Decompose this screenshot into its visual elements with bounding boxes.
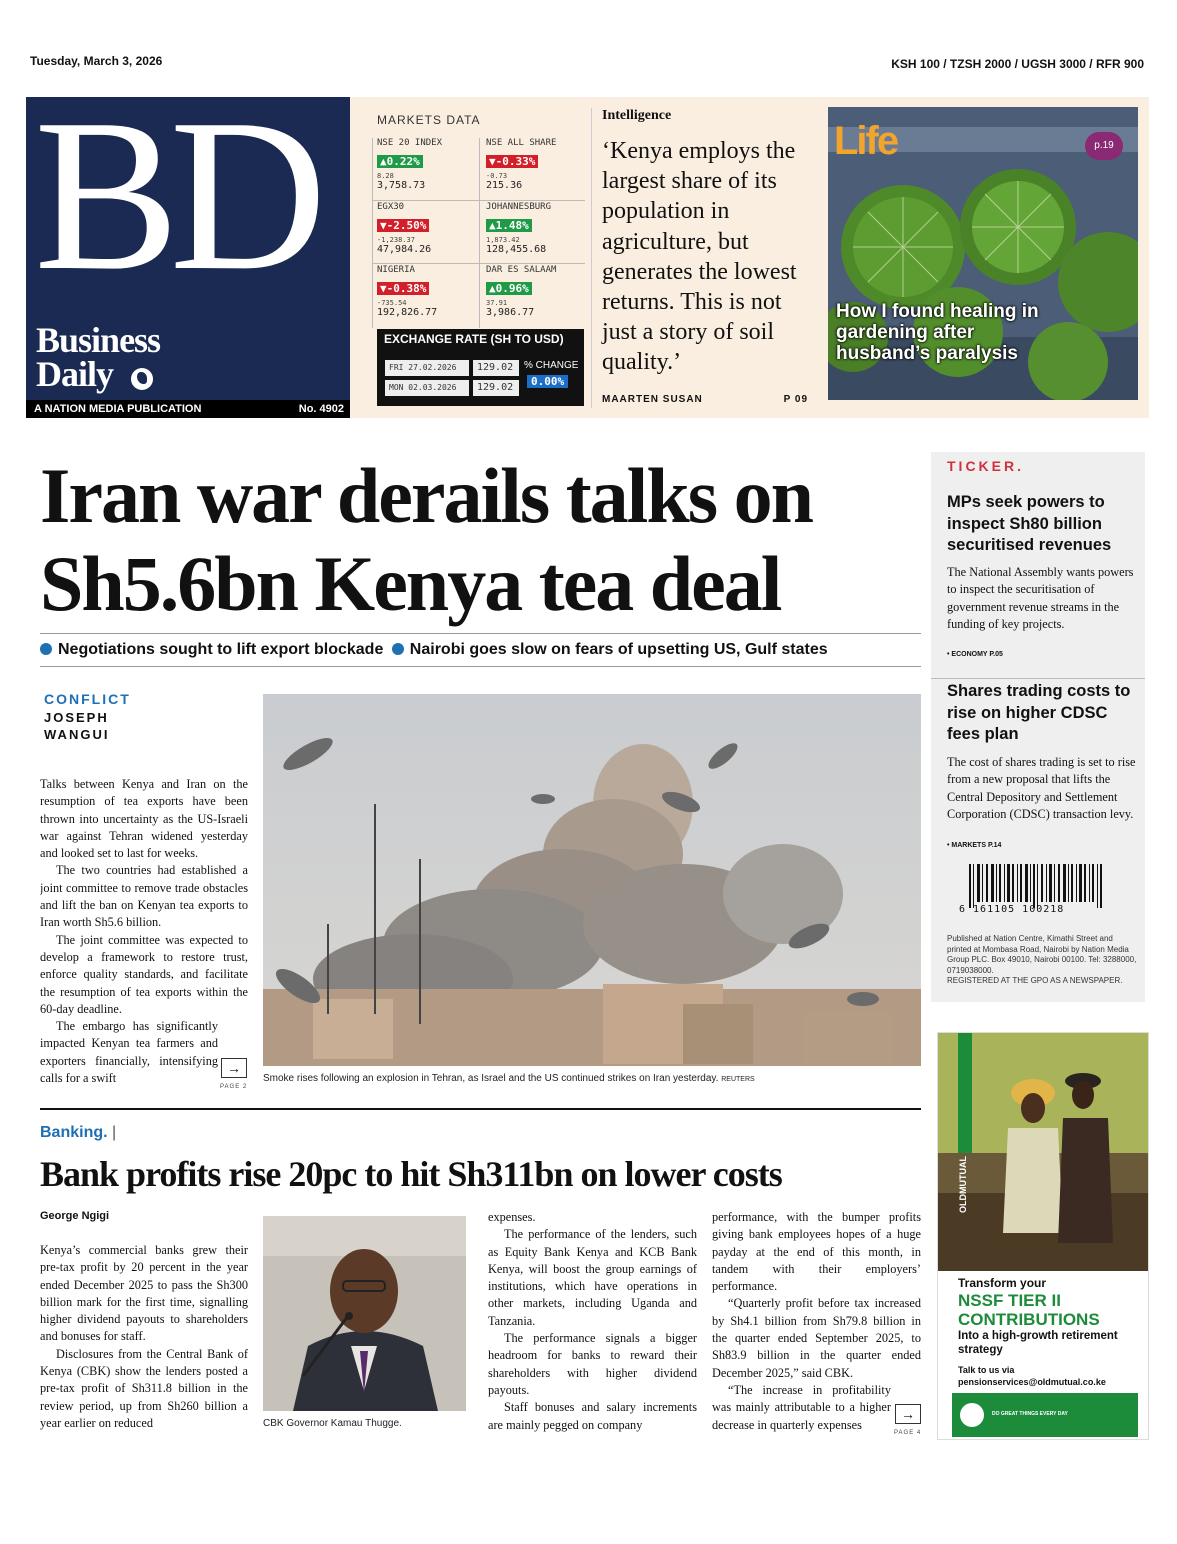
- ticker-headline-1[interactable]: MPs seek powers to inspect Sh80 billion securitised revenues: [947, 493, 1112, 554]
- market-index-nse20[interactable]: [377, 138, 485, 200]
- paragraph: “Quarterly profit before tax increased by Sh4.1 billion from Sh79.8 billion in the quarter ended September 2025, to Sh83.9 billion in the quarter ended December 2025,” said CBK.: [712, 1296, 921, 1380]
- banking-column-3: [712, 1209, 921, 1439]
- continue-arrow-icon[interactable]: →: [895, 1404, 921, 1424]
- banking-column-1: [40, 1242, 248, 1492]
- paragraph: Staff bonuses and salary increments are mainly pegged on company: [488, 1400, 697, 1432]
- publisher-address: Published at Nation Centre, Kimathi Street and printed at Mombasa Road, Nairobi by Nation Media Group PLC. Box 49010, Nairobi 00100. Tel: 3288000, 0719038000.: [947, 934, 1137, 975]
- couple-photo: [938, 1033, 1149, 1271]
- byline-first-name: JOSEPH: [44, 710, 109, 725]
- exchange-rate-box[interactable]: [377, 329, 584, 406]
- index-change-badge: ▼-2.50%: [377, 219, 429, 232]
- publisher-notice: [947, 934, 1137, 987]
- byline-last-name: WANGUI: [44, 727, 110, 742]
- cbk-governor-photo: [263, 1216, 466, 1411]
- paragraph: Talks between Kenya and Iran on the resumption of tea exports have been thrown into uncertainty as the US-Israeli war against Tehran widened yesterday and looked set to last for weeks.: [40, 777, 248, 861]
- continue-arrow-icon[interactable]: →: [221, 1058, 247, 1078]
- paragraph: Disclosures from the Central Bank of Kenya (CBK) show the lenders posted a pre-tax profit of Sh311.8 billion in the review period, up from Sh260 billion a year earlier on reduced: [40, 1346, 248, 1430]
- life-teaser[interactable]: [828, 107, 1138, 400]
- fx-date: FRI 27.02.2026: [385, 360, 469, 376]
- ticker-body-1: The National Assembly wants powers to inspect the securitisation of government revenue streams in the funding of key projects.: [947, 565, 1134, 632]
- jump-page-label: PAGE 4: [894, 1430, 922, 1436]
- masthead-name-line2: Daily: [36, 354, 114, 394]
- banking-kicker-text: Banking.: [40, 1124, 108, 1141]
- index-value: 215.36: [486, 180, 523, 191]
- registration-note: REGISTERED AT THE GPO AS A NEWSPAPER.: [947, 976, 1123, 985]
- markets-grid: [372, 138, 584, 328]
- jump-page-label: PAGE 2: [220, 1084, 248, 1090]
- divider: [931, 678, 1145, 679]
- intelligence-teaser[interactable]: [591, 108, 816, 408]
- cover-prices: KSH 100 / TZSH 2000 / UGSH 3000 / RFR 900: [891, 57, 1144, 71]
- ticker-sidebar: [931, 452, 1145, 1002]
- paragraph: expenses.: [488, 1210, 536, 1224]
- intelligence-page: P 09: [783, 394, 808, 405]
- ad-footer-band: [952, 1393, 1138, 1437]
- ad-photo: [938, 1033, 1149, 1271]
- bullet-dot-icon: [392, 643, 404, 655]
- index-name: EGX30: [377, 202, 405, 212]
- index-delta: 8.28: [377, 172, 394, 180]
- index-name: JOHANNESBURG: [486, 202, 552, 212]
- exchange-rate-title: EXCHANGE RATE (SH TO USD): [384, 332, 564, 346]
- ad-contact-label: Talk to us via: [958, 1365, 1015, 1375]
- index-value: 3,986.77: [486, 307, 535, 318]
- ticker-body-2: The cost of shares trading is set to rise from a new proposal that lifts the Central Depository and Settlement Corporation (CDSC) transaction levy.: [947, 755, 1136, 822]
- ad-line-1: Transform your: [958, 1276, 1047, 1290]
- lead-photo-caption: [263, 1073, 755, 1084]
- lead-byline: [44, 709, 164, 743]
- ad-contact-email[interactable]: pensionservices@oldmutual.co.ke: [958, 1377, 1106, 1387]
- index-value: 3,758.73: [377, 180, 426, 191]
- market-index-dar-es-salaam[interactable]: [486, 265, 594, 327]
- index-delta: -0.73: [486, 172, 508, 180]
- grid-divider: [373, 200, 585, 201]
- life-section-label: Life: [834, 119, 898, 163]
- paragraph: “The increase in profitability was mainly attributable to a higher decrease in quarterly expenses: [712, 1382, 891, 1432]
- lead-story-body: [40, 776, 248, 1086]
- bullet-dot-icon: [40, 643, 52, 655]
- banking-headline[interactable]: Bank profits rise 20pc to hit Sh311bn on lower costs: [40, 1154, 782, 1194]
- fx-change-label: % CHANGE: [524, 360, 579, 371]
- fx-rate: 129.02: [473, 360, 519, 376]
- banking-photo-caption: CBK Governor Kamau Thugge.: [263, 1418, 402, 1429]
- caption-text: Smoke rises following an explosion in Tehran, as Israel and the US continued strikes on Iran yesterday.: [263, 1073, 719, 1084]
- lead-subhead-2: Nairobi goes slow on fears of upsetting US, Gulf states: [409, 641, 828, 658]
- masthead[interactable]: [26, 75, 350, 418]
- tehran-smoke-photo: [263, 694, 921, 1066]
- life-page-badge: p.19: [1085, 132, 1123, 160]
- masthead-name-line1: Business: [36, 320, 161, 360]
- life-headline: How I found healing in gardening after husband’s paralysis: [836, 301, 1039, 364]
- market-index-nigeria[interactable]: [377, 265, 485, 327]
- market-index-egx30[interactable]: [377, 202, 485, 264]
- issue-number: No. 4902: [298, 403, 344, 415]
- ad-subline: Into a high-growth retirement strategy: [958, 1330, 1118, 1356]
- lead-headline-line2: Sh5.6bn Kenya tea deal: [40, 540, 781, 627]
- masthead-tagline: A NATION MEDIA PUBLICATION: [34, 403, 202, 415]
- index-change-badge: ▲0.22%: [377, 155, 423, 168]
- ad-headline: NSSF TIER II CONTRIBUTIONS: [958, 1291, 1100, 1329]
- ticker-title: TICKER.: [947, 458, 1024, 474]
- paragraph: The embargo has significantly impacted Kenyan tea farmers and exporters financially, intensifying calls for a swift: [40, 1019, 218, 1086]
- africa-globe-icon: [131, 368, 153, 390]
- market-index-nse-all-share[interactable]: [486, 138, 594, 200]
- paragraph: performance, with the bumper profits giving bank employees hopes of a huge payday at the end of this month, in tandem with their employers’ performance.: [712, 1210, 921, 1294]
- issue-date: Tuesday, March 3, 2026: [30, 54, 163, 68]
- index-delta: -1,238.37: [377, 236, 415, 244]
- index-change-badge: ▼-0.33%: [486, 155, 538, 168]
- markets-title: MARKETS DATA: [377, 113, 481, 127]
- index-change-badge: ▼-0.38%: [377, 282, 429, 295]
- ticker-ref-1: • ECONOMY P.05: [947, 651, 1003, 658]
- banking-column-2: [488, 1209, 697, 1439]
- intelligence-quote: ‘Kenya employs the largest share of its population in agriculture, but generates the lowest returns. This is not just a story of soil quality.’: [602, 138, 797, 376]
- portrait-image: [263, 1216, 466, 1411]
- photo-credit: REUTERS: [721, 1076, 755, 1083]
- fx-date: MON 02.03.2026: [385, 380, 469, 396]
- old-mutual-advert[interactable]: [937, 1032, 1149, 1440]
- paragraph: Kenya’s commercial banks grew their pre-tax profit by 20 percent in the year ended December 2025 to pass the Sh300 billion mark for the first time, signalling higher dividend payouts to shareholders and bonuses for staff.: [40, 1243, 248, 1344]
- lead-kicker: CONFLICT: [44, 691, 131, 707]
- lead-headline[interactable]: [40, 452, 920, 628]
- ticker-headline-2[interactable]: Shares trading costs to rise on higher CDSC fees plan: [947, 682, 1131, 743]
- section-divider: [40, 1108, 921, 1110]
- bd-logo: BD: [34, 75, 317, 316]
- market-index-johannesburg[interactable]: [486, 202, 594, 264]
- barcode-digits: 6 161105 100218: [959, 904, 1065, 915]
- paragraph: The two countries had established a joint committee to remove trade obstacles and lift the ban on Kenyan tea exports to Iran worth Sh5.6 billion.: [40, 863, 248, 930]
- paragraph: The performance signals a bigger headroom for banks to reward their shareholders with higher dividend payouts.: [488, 1331, 697, 1397]
- lead-subhead-1: Negotiations sought to lift export blockade: [58, 641, 384, 658]
- intelligence-kicker: Intelligence: [602, 108, 672, 123]
- intelligence-author: MAARTEN SUSAN: [602, 394, 703, 405]
- index-value: 47,984.26: [377, 244, 432, 255]
- markets-data-panel[interactable]: [362, 108, 584, 408]
- index-delta: -735.54: [377, 299, 407, 307]
- index-name: NSE ALL SHARE: [486, 138, 557, 148]
- banking-kicker: Banking. |: [40, 1124, 117, 1141]
- barcode: [947, 864, 1137, 919]
- divider: [40, 666, 921, 667]
- paragraph: The joint committee was expected to develop a framework to restore trust, enforce quality standards, and facilitate the resumption of tea exports within the 60-day deadline.: [40, 932, 248, 1016]
- index-change-badge: ▲0.96%: [486, 282, 532, 295]
- fx-change-value: 0.00%: [527, 375, 568, 388]
- ad-tagline: DO GREAT THINGS EVERY DAY: [992, 1411, 1068, 1417]
- index-name: NSE 20 INDEX: [377, 138, 443, 148]
- banking-byline: George Ngigi: [40, 1210, 110, 1222]
- index-name: NIGERIA: [377, 265, 415, 275]
- explosion-image: [263, 694, 921, 1066]
- index-delta: 37.91: [486, 299, 508, 307]
- paragraph: The performance of the lenders, such as Equity Bank Kenya and KCB Bank Kenya, will boost the group earnings of institutions, which have operations in other markets, including Uganda and Tanzania.: [488, 1227, 697, 1328]
- index-change-badge: ▲1.48%: [486, 219, 532, 232]
- index-delta: 1,873.42: [486, 236, 520, 244]
- index-name: DAR ES SALAAM: [486, 265, 557, 275]
- ticker-ref-2: • MARKETS P.14: [947, 842, 1002, 849]
- index-value: 192,826.77: [377, 307, 438, 318]
- old-mutual-tree-icon: [960, 1403, 984, 1427]
- lead-headline-line1: Iran war derails talks on: [40, 452, 812, 539]
- ad-brand-logo: OLDMUTUAL: [958, 1156, 968, 1213]
- fx-rate: 129.02: [473, 380, 519, 396]
- divider: [40, 633, 921, 634]
- index-value: 128,455.68: [486, 244, 547, 255]
- lead-subheads: [40, 641, 828, 659]
